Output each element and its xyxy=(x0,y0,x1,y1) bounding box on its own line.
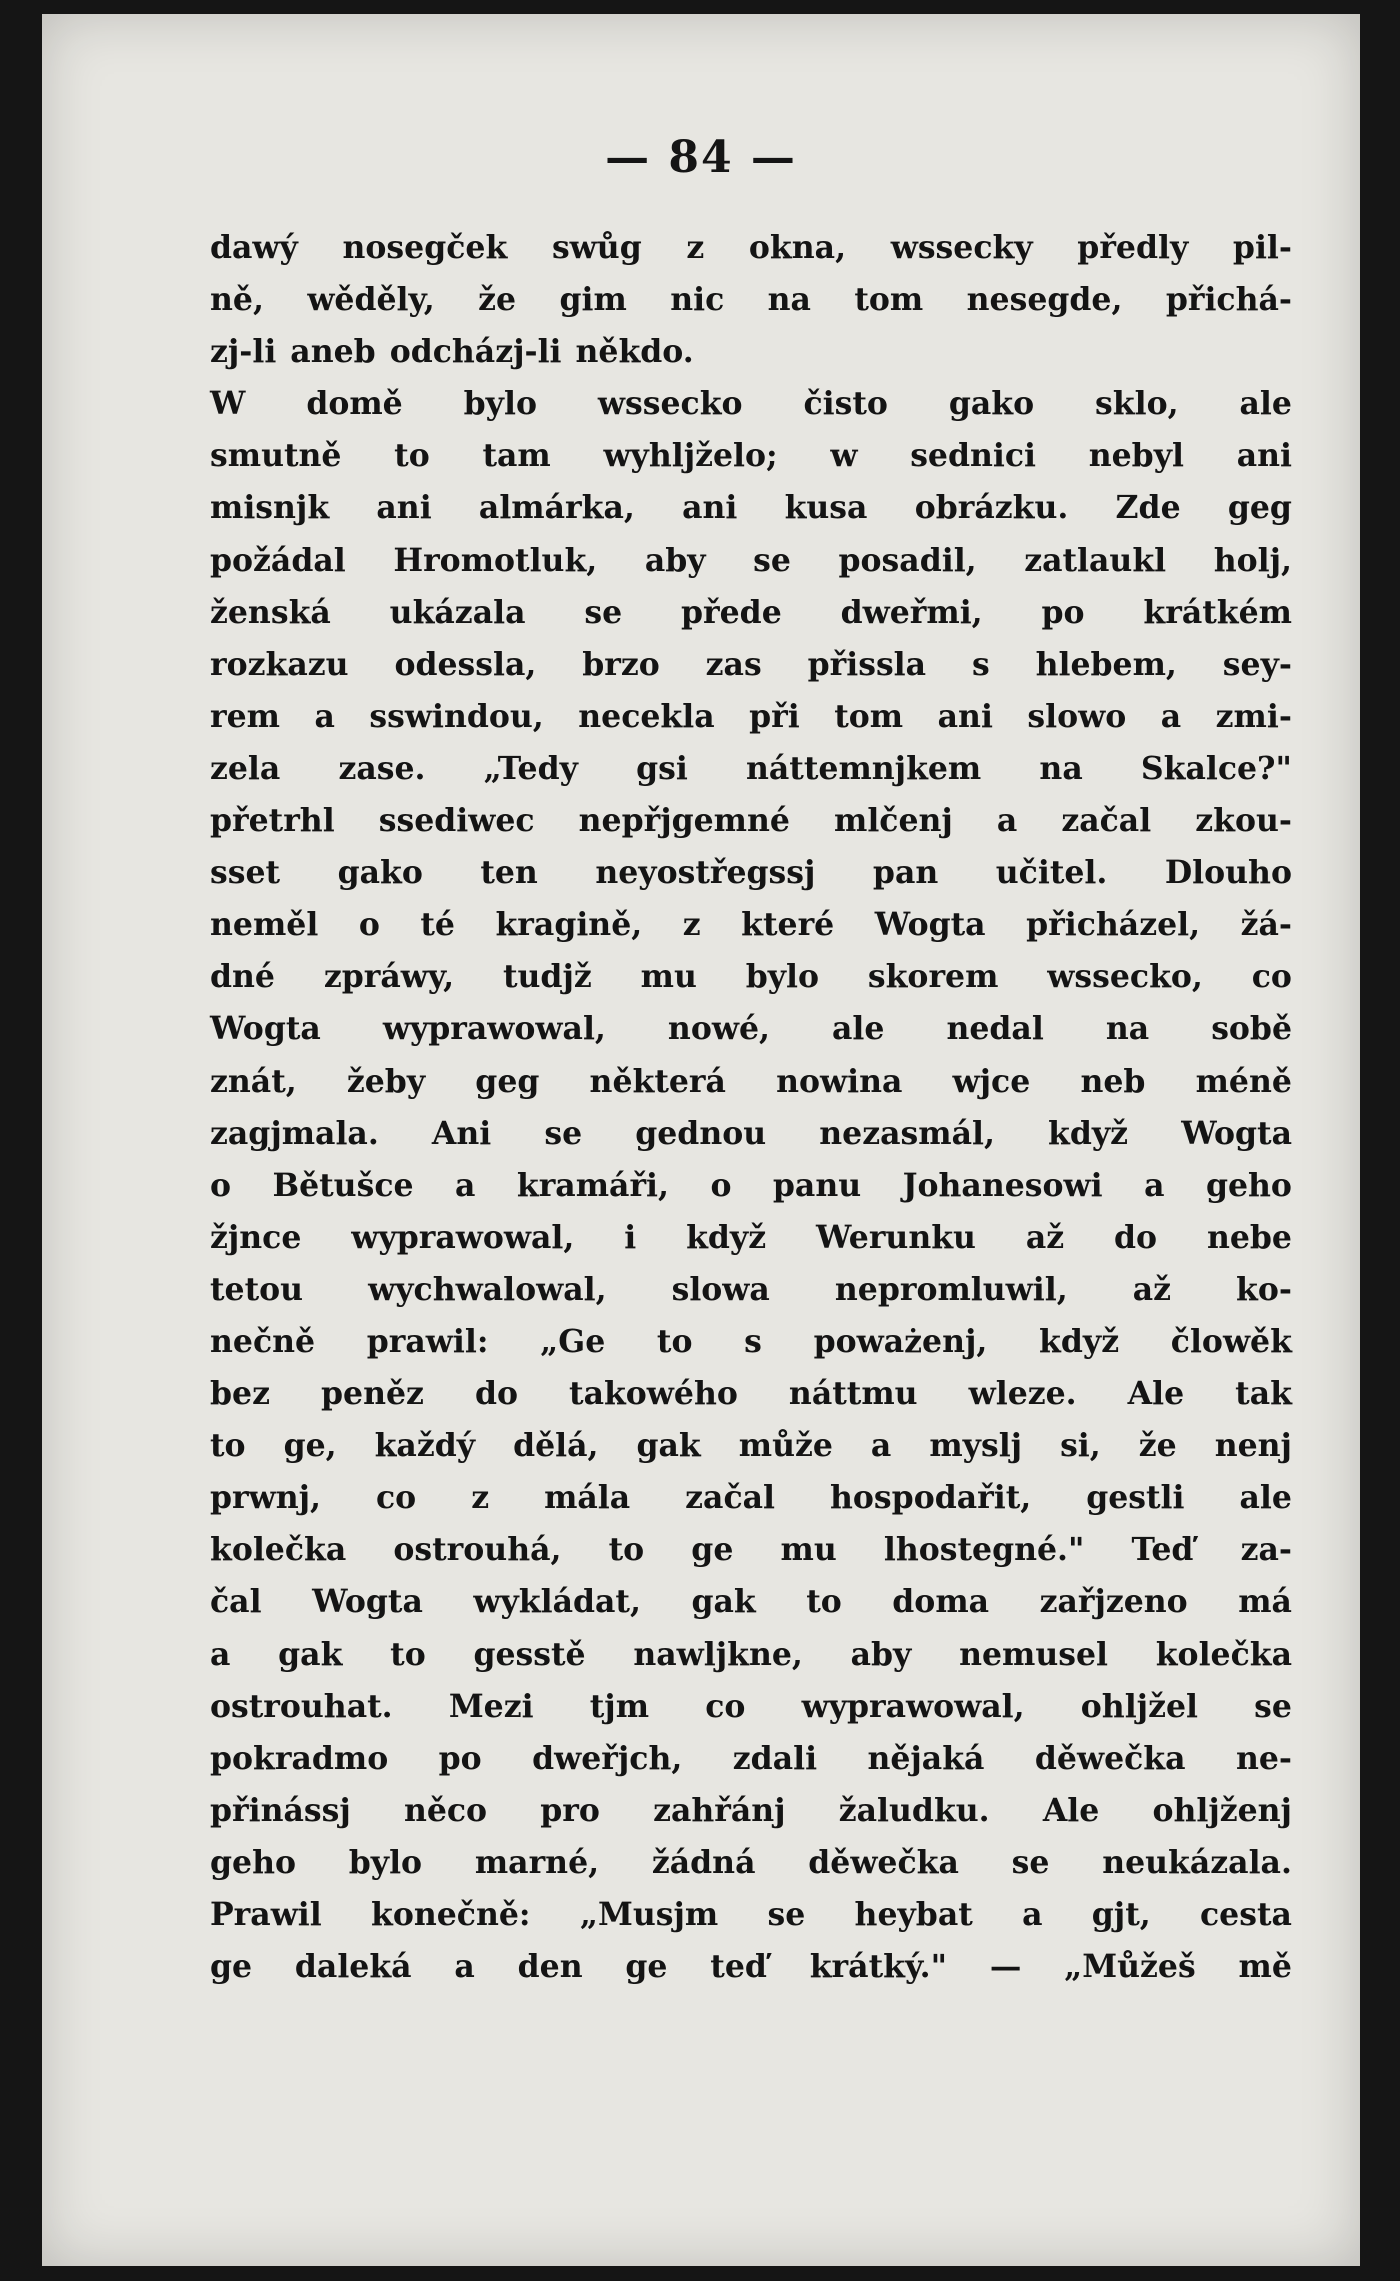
text-line: a gak to gesstě nawljkne, aby nemusel kolečka xyxy=(210,1635,1292,1673)
text-line: misnjk ani almárka, ani kusa obrázku. Zde geg xyxy=(210,489,1292,527)
book-page xyxy=(42,14,1360,2266)
text-line: rozkazu odessla, brzo zas přissla s hlebem, sey- xyxy=(210,645,1292,683)
text-line: žjnce wyprawowal, i když Werunku až do nebe xyxy=(210,1218,1292,1256)
text-line: smutně to tam wyhljželo; w sednici nebyl ani xyxy=(210,437,1292,475)
text-line: ostrouhat. Mezi tjm co wyprawowal, ohljžel se xyxy=(210,1687,1292,1725)
text-line: sset gako ten neyostřegssj pan učitel. Dlouho xyxy=(210,854,1292,892)
text-line: přetrhl ssediwec nepřjgemné mlčenj a začal zkou- xyxy=(210,802,1292,840)
text-line: zela zase. „Tedy gsi náttemnjkem na Skalce?" xyxy=(210,749,1292,787)
text-line: dné zpráwy, tudjž mu bylo skorem wssecko, co xyxy=(210,958,1292,996)
body-text xyxy=(210,222,1292,1993)
text-line: nečně prawil: „Ge to s poważenj, když člowěk xyxy=(210,1322,1292,1360)
text-line: čal Wogta wykládat, gak to doma zařjzeno má xyxy=(210,1583,1292,1621)
text-line: neměl o té kragině, z které Wogta přicházel, žá- xyxy=(210,906,1292,944)
text-line: Prawil konečně: „Musjm se heybat a gjt, cesta xyxy=(210,1896,1292,1933)
text-line: dawý nosegček swůg z okna, wssecky předly pil- xyxy=(210,229,1292,266)
text-line: ženská ukázala se přede dweřmi, po krátkém xyxy=(210,593,1292,631)
text-line: zj-li aneb odcházj-li někdo. xyxy=(210,333,694,371)
text-line: kolečka ostrouhá, to ge mu lhostegné." Teď za- xyxy=(210,1531,1292,1569)
text-line: rem a sswindou, necekla při tom ani slowo a zmi- xyxy=(210,697,1292,735)
text-line: geho bylo marné, žádná děwečka se neukázala. xyxy=(210,1843,1292,1881)
page-number: — 84 — xyxy=(605,132,797,183)
text-line: tetou wychwalowal, slowa nepromluwil, až ko- xyxy=(210,1270,1292,1308)
text-line: pokradmo po dweřjch, zdali nějaká děwečka ne- xyxy=(210,1739,1292,1777)
text-line: přinássj něco pro zahřánj žaludku. Ale ohljženj xyxy=(210,1791,1292,1829)
text-line: W domě bylo wssecko čisto gako sklo, ale xyxy=(210,385,1292,423)
text-line: o Bětušce a kramáři, o panu Johanesowi a geho xyxy=(210,1166,1292,1204)
text-line: požádal Hromotluk, aby se posadil, zatlaukl holj, xyxy=(210,541,1292,579)
text-line: bez peněz do takowého náttmu wleze. Ale tak xyxy=(210,1375,1292,1413)
text-line: to ge, každý dělá, gak může a myslj si, že nenj xyxy=(210,1427,1292,1465)
text-line: ně, wěděly, že gim nic na tom nesegde, přichá- xyxy=(210,281,1292,319)
text-line: Wogta wyprawowal, nowé, ale nedal na sobě xyxy=(210,1010,1292,1048)
text-line: ge daleká a den ge teď krátký." — „Můžeš mě xyxy=(210,1948,1292,1986)
text-line: zagjmala. Ani se gednou nezasmál, když Wogta xyxy=(210,1114,1292,1152)
text-line: znát, žeby geg některá nowina wjce neb méně xyxy=(210,1062,1292,1100)
text-line: prwnj, co z mála začal hospodařit, gestli ale xyxy=(210,1479,1292,1517)
